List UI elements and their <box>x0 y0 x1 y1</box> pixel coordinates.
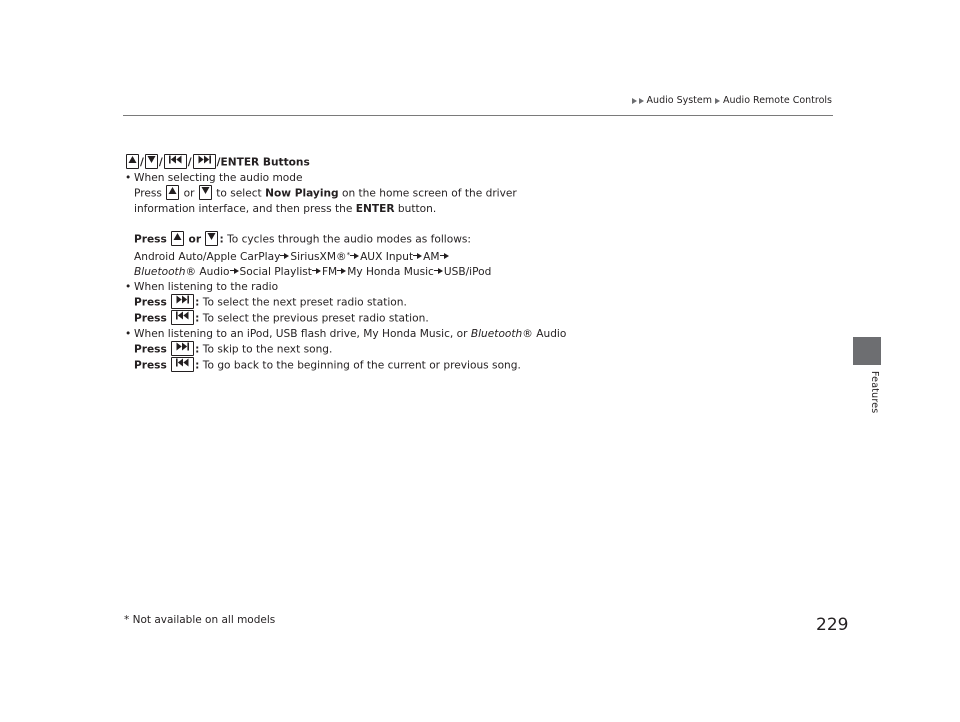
bullet-icon: • <box>125 171 132 184</box>
down-button-icon <box>145 154 158 169</box>
press-label: Press <box>134 359 167 372</box>
skip-back-button-icon <box>171 357 194 372</box>
text: To select the previous preset radio station. <box>202 312 429 325</box>
text-line <box>125 358 825 374</box>
right-arrow-icon <box>312 268 321 274</box>
side-tab-label: Features <box>869 371 880 414</box>
mode-fm: FM <box>321 265 338 278</box>
down-button-icon <box>199 185 212 200</box>
text-line <box>125 311 825 327</box>
breadcrumb-item-audio-system: Audio System <box>646 95 712 106</box>
bullet-title: When listening to an iPod, USB flash drive, My Honda Music, or <box>134 327 468 340</box>
heading-slash: / <box>187 156 192 169</box>
footnote-marker: * <box>346 250 351 259</box>
skip-back-button-icon <box>171 310 194 325</box>
heading-text: /ENTER Buttons <box>216 156 310 169</box>
or-label: or <box>188 233 202 246</box>
text: Press <box>134 187 162 200</box>
side-tab <box>853 337 881 365</box>
bluetooth-text: Bluetooth <box>470 327 523 340</box>
mode-am: AM <box>423 250 440 263</box>
right-arrow-icon <box>413 253 422 259</box>
text-line <box>125 342 825 358</box>
up-button-icon <box>171 231 184 246</box>
bullet-media <box>125 327 825 342</box>
mode-android-auto: Android Auto/Apple CarPlay <box>134 250 281 263</box>
skip-back-button-icon <box>164 154 187 169</box>
up-button-icon <box>126 154 139 169</box>
skip-forward-button-icon <box>171 341 194 356</box>
right-arrow-icon <box>280 253 289 259</box>
bullet-icon: • <box>125 281 132 294</box>
text: To cycles through the audio modes as follows: <box>227 233 471 246</box>
down-button-icon <box>205 231 218 246</box>
press-label: Press <box>134 343 167 356</box>
bullet-title: When selecting the audio mode <box>134 171 303 184</box>
press-label: Press <box>134 233 167 246</box>
bullet-icon: • <box>125 327 132 340</box>
text-line <box>125 295 825 311</box>
breadcrumb-arrow-icon <box>639 98 644 104</box>
mode-aux-input: AUX Input <box>360 250 414 263</box>
bullet-title: When listening to the radio <box>134 281 279 294</box>
main-content <box>125 155 825 373</box>
mode-bluetooth-audio: ® Audio <box>185 265 230 278</box>
colon: : <box>195 312 200 325</box>
footnote: * Not available on all models <box>124 614 276 626</box>
text: To go back to the beginning of the current or previous song. <box>202 359 521 372</box>
now-playing-label: Now Playing <box>265 187 339 200</box>
page-number: 229 <box>816 615 849 635</box>
bullet-radio <box>125 280 825 295</box>
press-label: Press <box>134 312 167 325</box>
text-line <box>125 232 825 248</box>
breadcrumb-arrow-icon <box>632 98 637 104</box>
section-heading <box>125 155 825 171</box>
skip-forward-button-icon <box>171 294 194 309</box>
up-button-icon <box>166 185 179 200</box>
audio-text: ® Audio <box>522 327 567 340</box>
breadcrumb-arrow-icon <box>715 98 720 104</box>
header-rule <box>123 115 833 116</box>
colon: : <box>195 359 200 372</box>
right-arrow-icon <box>440 253 449 259</box>
audio-modes-line-2 <box>125 265 825 280</box>
spacer <box>125 217 825 232</box>
right-arrow-icon <box>434 268 443 274</box>
mode-siriusxm: SiriusXM® <box>290 250 347 263</box>
enter-label: ENTER <box>355 202 395 215</box>
mode-usb-ipod: USB/iPod <box>443 265 492 278</box>
heading-slash: / <box>140 156 144 169</box>
right-arrow-icon <box>350 253 359 259</box>
breadcrumb <box>631 95 832 106</box>
text: To select the next preset radio station. <box>202 296 407 309</box>
heading-slash: / <box>158 156 163 169</box>
right-arrow-icon <box>337 268 346 274</box>
text: button. <box>397 202 437 215</box>
audio-modes-line-1 <box>125 248 825 265</box>
text: or <box>183 187 195 200</box>
bullet-audio-mode <box>125 171 825 186</box>
mode-my-honda-music: My Honda Music <box>347 265 434 278</box>
right-arrow-icon <box>230 268 239 274</box>
text: information interface, and then press the <box>134 202 353 215</box>
colon: : <box>195 343 200 356</box>
colon: : <box>219 233 224 246</box>
press-label: Press <box>134 296 167 309</box>
breadcrumb-item-audio-remote-controls: Audio Remote Controls <box>723 95 832 106</box>
text: To skip to the next song. <box>202 343 333 356</box>
colon: : <box>195 296 200 309</box>
text-line <box>125 186 825 202</box>
skip-forward-button-icon <box>193 154 216 169</box>
text: on the home screen of the driver <box>341 187 517 200</box>
mode-bluetooth: Bluetooth <box>134 265 186 278</box>
mode-social-playlist: Social Playlist <box>239 265 312 278</box>
text: to select <box>216 187 262 200</box>
text-line <box>125 202 825 217</box>
